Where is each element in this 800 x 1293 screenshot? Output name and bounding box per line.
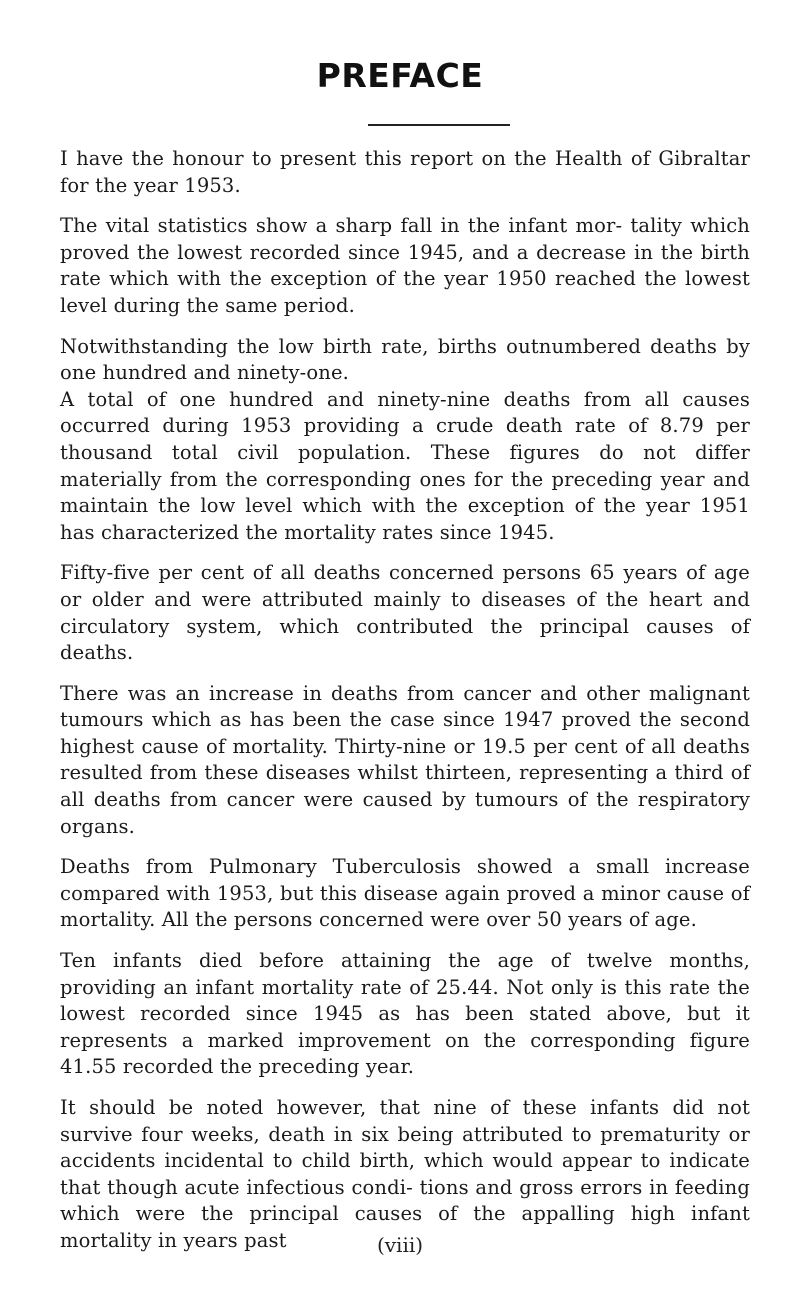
title-underline-rule xyxy=(368,124,510,126)
preface-body xyxy=(60,146,750,1269)
paragraph-4: A total of one hundred and ninety-nine deaths from all causes occurred during 1953 providing a crude death rate of 8.79 per thousand total civil population. These figures do not differ materially from the corresponding ones for the preceding year and maintain the low level which with the exception of the year 1951 has characterized the mortality rates since 1945. xyxy=(60,387,750,544)
paragraph-9: It should be noted however, that nine of these infants did not survive four weeks, death in six being attributed to prematurity or accidents incidental to child birth, which would appear to indicate that though acute infectious condi- tions and gross errors in feeding which were the principal causes of the appalling high infant mortality in years past xyxy=(60,1096,750,1252)
paragraph-6: There was an increase in deaths from cancer and other malignant tumours which as has been the case since 1947 proved the second highest cause of mortality. Thirty-nine or 19.5 per cent of all deaths resulted from these diseases whilst thirteen, representing a third of all deaths from cancer were caused by tumours of the respiratory organs. xyxy=(60,681,750,838)
paragraph-3: Notwithstanding the low birth rate, births outnumbered deaths by one hundred and ninety-one. xyxy=(60,334,750,385)
paragraph-7: Deaths from Pulmonary Tuberculosis showed a small increase compared with 1953, but this disease again proved a minor cause of mortality. All the persons concerned were over 50 years of age. xyxy=(60,855,750,932)
paragraph-2: The vital statistics show a sharp fall in the infant mor- tality which proved the lowest recorded since 1945, and a decrease in the birth rate which with the exception of the year 1950 reached the lowest level during the same period. xyxy=(60,214,750,317)
paragraph-5: Fifty-five per cent of all deaths concerned persons 65 years of age or older and were attributed mainly to diseases of the heart and circulatory system, which contributed the principal causes of deaths. xyxy=(60,561,750,665)
paragraph-1: I have the honour to present this report on the Health of Gibraltar for the year 1953. xyxy=(60,147,750,197)
page-number: (viii) xyxy=(376,1233,424,1257)
page-title: PREFACE xyxy=(316,56,484,95)
paragraph-8: Ten infants died before attaining the age of twelve months, providing an infant mortality rate of 25.44. Not only is this rate the lowest recorded since 1945 as has been stated above, but it represents a marked improvement on the corresponding figure 41.55 recorded the preceding year. xyxy=(60,949,750,1079)
